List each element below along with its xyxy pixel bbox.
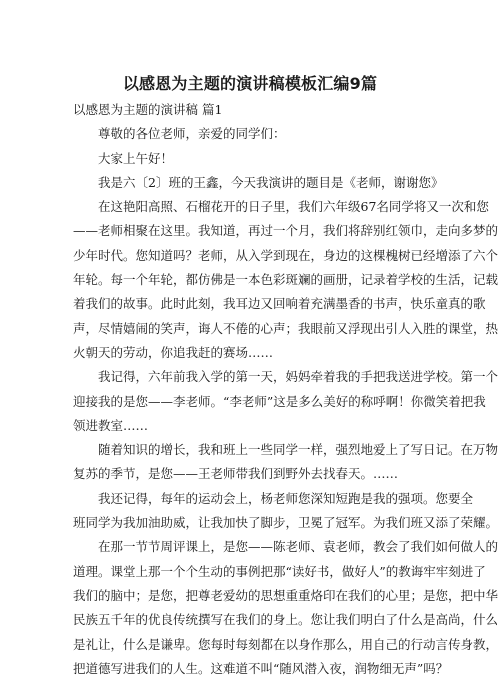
text-line: ——老师相聚在这里。我知道，再过一个月，我们将辞别红领巾，走向多梦的 <box>73 223 499 239</box>
document-title: 以感恩为主题的演讲稿模板汇编9篇 <box>122 74 378 93</box>
text-line: 迎接我的是您——李老师。“李老师”这是多么美好的称呼啊！你微笑着把我 <box>73 393 486 409</box>
text-line: 我还记得，每年的运动会上，杨老师您深知短跑是我的强项。您要全 <box>98 490 474 506</box>
text-line: 大家上午好！ <box>98 150 174 166</box>
document-body <box>73 98 499 681</box>
text-line: 道理。课堂上那一个个生动的事例把那“读好书，做好人”的教诲牢牢刻进了 <box>73 563 486 579</box>
text-line: 我们的脑中；是您，把尊老爱幼的思想重重烙印在我们的心里；是您，把中华 <box>73 587 499 603</box>
text-line: 年轮。每一个年轮，都仿佛是一本色彩斑斓的画册，记录着学校的生活，记载 <box>73 272 499 288</box>
text-line: 领进教室…… <box>73 417 149 433</box>
text-line: 我是六〔2〕班的王鑫，今天我演讲的题目是《老师，谢谢您》 <box>98 174 444 190</box>
text-line: 着我们的故事。此时此刻，我耳边又回响着充满墨香的书声，快乐童真的歌 <box>73 296 486 312</box>
text-line: 声，尽情嬉闹的笑声，诲人不倦的心声；我眼前又浮现出引人入胜的课堂，热 <box>73 320 499 336</box>
text-line: 复苏的季节，是您——王老师带我们到野外去找春天。…… <box>73 466 399 482</box>
text-line: 民族五千年的优良传统撰写在我们的身上。您让我们明白了什么是高尚，什么 <box>73 612 499 628</box>
text-line: 随着知识的增长，我和班上一些同学一样，强烈地爱上了写日记。在万物 <box>98 442 499 458</box>
text-line: 火朝天的劳动，你追我赶的赛场…… <box>73 344 274 360</box>
text-line: 尊敬的各位老师，亲爱的同学们： <box>98 126 286 142</box>
text-line: 班同学为我加油助威，让我加快了脚步，卫冕了冠军。为我们班又添了荣耀。 <box>73 515 499 531</box>
text-line: 在那一节节周评课上，是您——陈老师、袁老师，教会了我们如何做人的 <box>98 539 499 555</box>
text-line: 是礼让，什么是谦卑。您每时每刻都在以身作那么，用自己的行动言传身教， <box>73 636 499 652</box>
text-line: 以感恩为主题的演讲稿 篇1 <box>73 102 223 117</box>
text-line: 少年时代。您知道吗？老师，从入学到现在，身边的这棵槐树已经增添了六个 <box>73 247 499 263</box>
text-line: 把道德写进我们的人生。这难道不叫“随风潜入夜，润物细无声”吗？ <box>73 660 449 676</box>
text-line: 我记得，六年前我入学的第一天，妈妈牵着我的手把我送进学校。第一个 <box>98 369 499 385</box>
text-line: 在这艳阳高照、石榴花开的日子里，我们六年级67名同学将又一次和您 <box>98 199 489 215</box>
